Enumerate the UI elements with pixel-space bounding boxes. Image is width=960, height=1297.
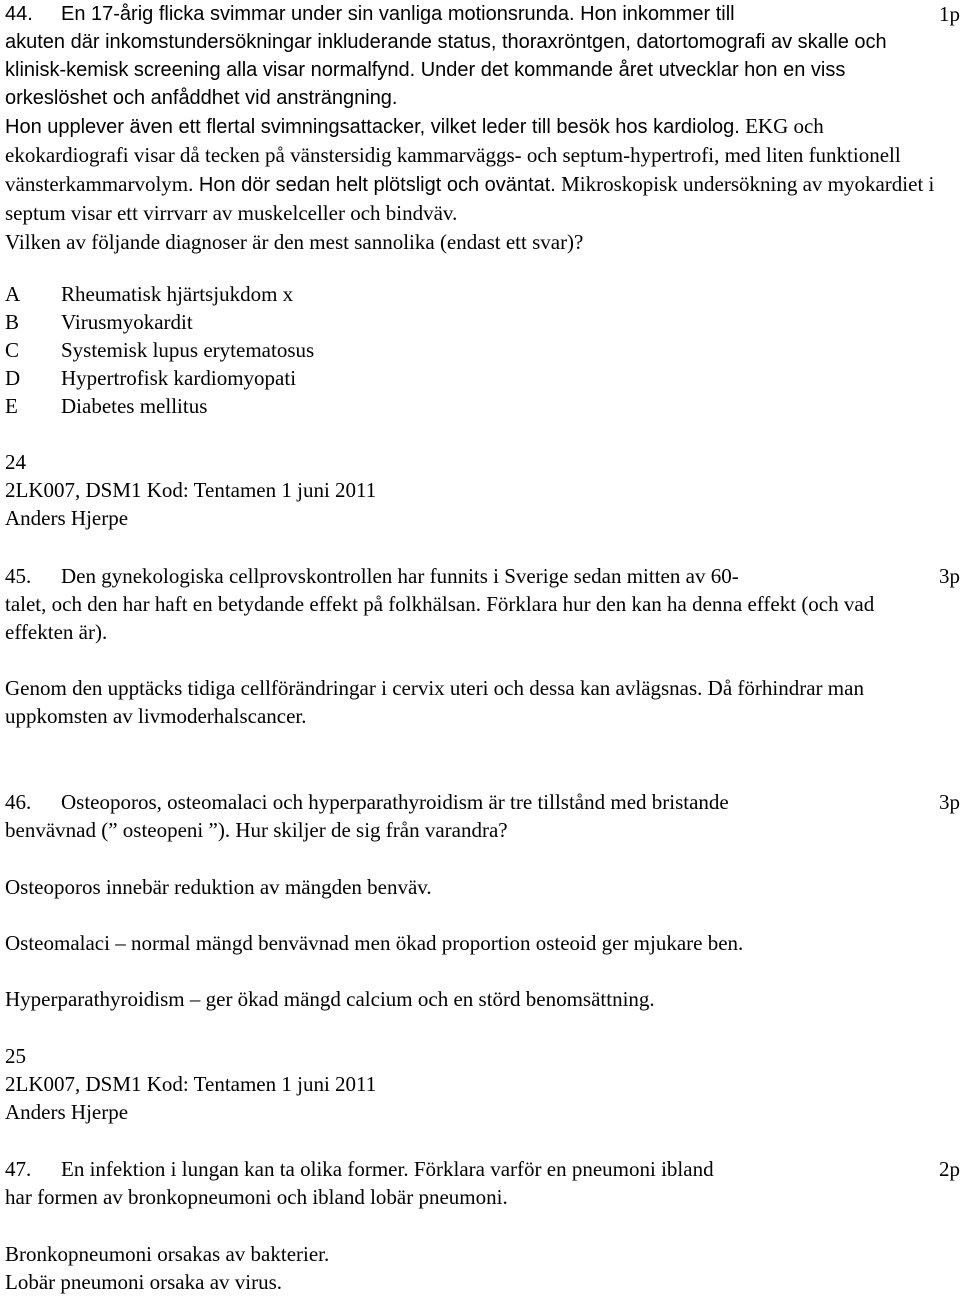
question-points: 2p [939, 1157, 960, 1181]
question-points: 3p [939, 790, 960, 814]
page-number: 24 [5, 450, 26, 474]
question-first-line: Den gynekologiska cellprovskontrollen har funnits i Sverige sedan mitten av 60- [61, 564, 739, 588]
author-name: Anders Hjerpe [5, 506, 129, 530]
question-44-text-b: Under det kommande året utvecklar hon en viss orkeslöshet och anfåddhet vid ansträngning. [5, 59, 846, 109]
option-d[interactable] [5, 364, 960, 392]
course-code: 2LK007, DSM1 Kod: Tentamen 1 juni 2011 [5, 478, 377, 502]
answer-text: Osteoporos innebär reduktion av mängden benväv. [5, 875, 432, 899]
course-code: 2LK007, DSM1 Kod: Tentamen 1 juni 2011 [5, 1072, 377, 1096]
question-points: 3p [939, 564, 960, 588]
option-c[interactable] [5, 336, 960, 364]
question-number: 47. [5, 1157, 32, 1181]
option-e[interactable] [5, 392, 960, 420]
answer-text: Genom den upptäcks tidiga cellförändringar i cervix uteri och dessa kan avlägsnas. Då förhindrar man uppkomsten av livmoderhalscancer. [5, 676, 864, 728]
question-45-header [5, 562, 960, 590]
question-44-text-d: EKG och ekokardiografi visar då tecken på vänstersidig kammarväggs- och septum-hypertrofi, med liten funktionell vänsterkammarvolym. [5, 114, 901, 196]
option-b[interactable] [5, 308, 960, 336]
option-a[interactable] [5, 280, 960, 308]
question-44-prompt: Vilken av följande diagnoser är den mest sannolika (endast ett svar)? [5, 230, 584, 254]
option-text: Diabetes mellitus [61, 394, 208, 418]
answer-46-osteoporos [5, 873, 960, 901]
option-letter: A [5, 282, 21, 306]
option-letter: C [5, 338, 20, 362]
answer-46-hyperparathyroidism [5, 985, 960, 1013]
question-46-header [5, 788, 960, 816]
question-44-header [5, 0, 960, 28]
author-name: Anders Hjerpe [5, 1100, 129, 1124]
option-letter: D [5, 366, 21, 390]
question-45-text: talet, och den har haft en betydande effekt på folkhälsan. Förklara hur den kan ha denna effekt (och vad effekten är). [5, 592, 875, 644]
question-44-continued [5, 112, 960, 256]
option-text: Systemisk lupus erytematosus [61, 338, 315, 362]
question-points: 1p [939, 2, 960, 26]
option-letter: B [5, 310, 20, 334]
question-47 [5, 1155, 960, 1211]
question-first-line: En infektion i lungan kan ta olika former. Förklara varför en pneumoni ibland [61, 1157, 714, 1181]
question-first-line: En 17-årig flicka svimmar under sin vanliga motionsrunda. Hon inkommer till [61, 3, 735, 25]
question-44-text-f: Mikroskopisk undersökning av myokardiet i septum visar ett virrvarr av muskelceller och bindväv. [5, 172, 935, 225]
question-number: 44. [5, 3, 33, 25]
answer-text: Osteomalaci – normal mängd benvävnad men ökad proportion osteoid ger mjukare ben. [5, 931, 744, 955]
option-letter: E [5, 394, 18, 418]
option-text: Rheumatisk hjärtsjukdom x [61, 282, 294, 306]
option-text: Hypertrofisk kardiomyopati [61, 366, 297, 390]
answer-45 [5, 674, 960, 730]
question-44-text-c: Hon upplever även ett flertal svimningsattacker, vilket leder till besök hos kardiolog. [5, 116, 740, 138]
question-47-header [5, 1155, 960, 1183]
option-text: Virusmyokardit [61, 310, 193, 334]
answer-46-osteomalaci [5, 929, 960, 957]
answer-options [5, 280, 960, 420]
page-footer-25 [5, 1042, 960, 1126]
page-number: 25 [5, 1044, 26, 1068]
page-footer-24 [5, 448, 960, 532]
question-47-text: har formen av bronkopneumoni och ibland lobär pneumoni. [5, 1185, 508, 1209]
question-44-text-e: Hon dör sedan helt plötsligt och oväntat. [193, 174, 556, 196]
answer-text: Hyperparathyroidism – ger ökad mängd calcium och en störd benomsättning. [5, 987, 655, 1011]
question-46-text: benvävnad (” osteopeni ”). Hur skiljer de sig från varandra? [5, 818, 508, 842]
question-44 [5, 0, 960, 112]
answer-47 [5, 1240, 960, 1296]
answer-text: Bronkopneumoni orsakas av bakterier. [5, 1242, 330, 1266]
question-44-text [5, 28, 960, 112]
question-46 [5, 788, 960, 844]
question-number: 45. [5, 564, 32, 588]
answer-text: Lobär pneumoni orsaka av virus. [5, 1270, 283, 1294]
question-45 [5, 562, 960, 646]
question-44-text-a: akuten där inkomstundersökningar inkluderande status, thoraxröntgen, datortomografi av skalle och klinisk-kemisk screening alla visar normalfynd. [5, 31, 887, 81]
question-first-line: Osteoporos, osteomalaci och hyperparathyroidism är tre tillstånd med bristande [61, 790, 729, 814]
question-number: 46. [5, 790, 32, 814]
